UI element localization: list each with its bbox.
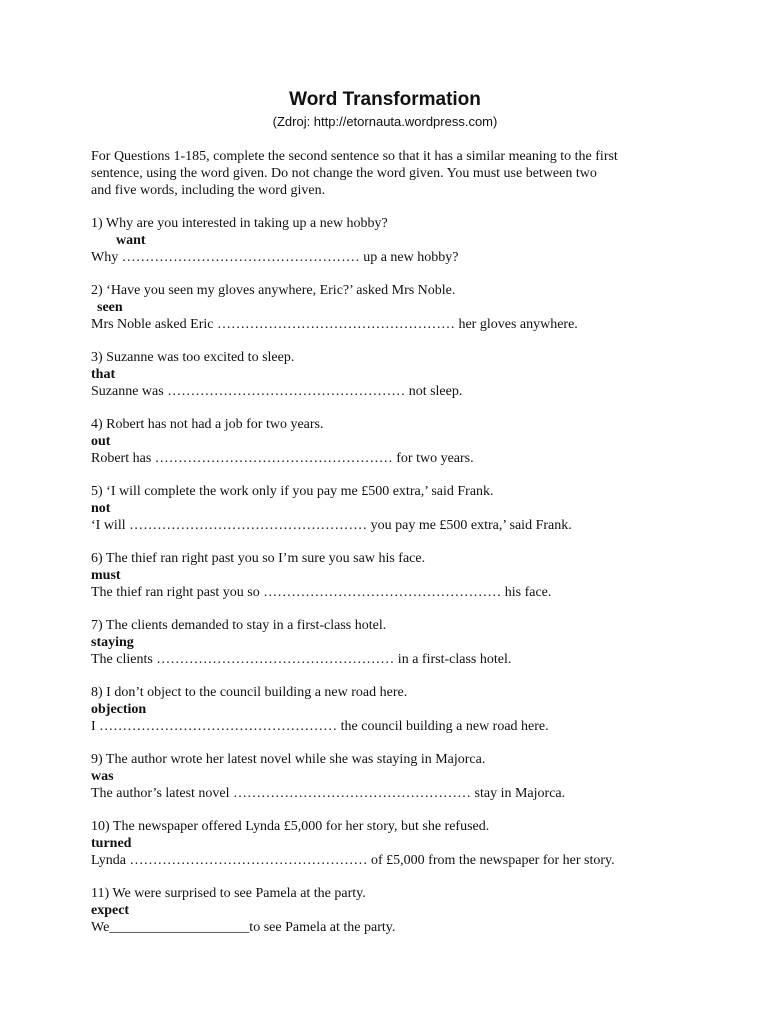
answer-line: The thief ran right past you so …………………………………………… his face. (91, 585, 552, 600)
question-prompt: 10) The newspaper offered Lynda £5,000 for her story, but she refused. (91, 819, 490, 834)
key-word: seen (97, 300, 123, 315)
question-prompt: 7) The clients demanded to stay in a first-class hotel. (91, 618, 387, 633)
answer-line: Lynda …………………………………………… of £5,000 from the newspaper for her story. (91, 853, 615, 868)
key-word: turned (91, 836, 132, 851)
answer-line: Why …………………………………………… up a new hobby? (91, 250, 459, 265)
key-word: objection (91, 702, 147, 717)
key-word: was (91, 769, 114, 784)
question-8 (91, 684, 731, 735)
answer-line: Mrs Noble asked Eric …………………………………………… her gloves anywhere. (91, 317, 578, 332)
question-prompt: 9) The author wrote her latest novel while she was staying in Majorca. (91, 752, 486, 767)
question-3 (91, 349, 731, 400)
answer-line: The clients …………………………………………… in a first-class hotel. (91, 652, 512, 667)
instructions-line: sentence, using the word given. Do not change the word given. You must use between two (91, 166, 597, 181)
question-prompt: 4) Robert has not had a job for two years. (91, 417, 324, 432)
question-prompt: 1) Why are you interested in taking up a new hobby? (91, 216, 388, 231)
question-9 (91, 751, 731, 802)
question-prompt: 5) ‘I will complete the work only if you pay me £500 extra,’ said Frank. (91, 484, 494, 499)
key-word: not (91, 501, 111, 516)
key-word: want (116, 233, 146, 248)
answer-line: Robert has …………………………………………… for two years. (91, 451, 474, 466)
question-4 (91, 416, 731, 467)
source-citation: (Zdroj: http://etornauta.wordpress.com) (272, 114, 498, 129)
key-word: expect (91, 903, 130, 918)
key-word: that (91, 367, 116, 382)
question-5 (91, 483, 731, 534)
question-prompt: 8) I don’t object to the council building a new road here. (91, 685, 408, 700)
key-word: staying (91, 635, 134, 650)
question-prompt: 6) The thief ran right past you so I’m sure you saw his face. (91, 551, 426, 566)
instructions-line: and five words, including the word given. (91, 183, 326, 198)
question-prompt: 11) We were surprised to see Pamela at the party. (91, 886, 366, 901)
question-1 (91, 215, 731, 266)
question-prompt: 3) Suzanne was too excited to sleep. (91, 350, 295, 365)
question-11 (91, 885, 731, 936)
question-prompt: 2) ‘Have you seen my gloves anywhere, Eric?’ asked Mrs Noble. (91, 283, 456, 298)
instructions-line: For Questions 1-185, complete the second sentence so that it has a similar meaning to the first (91, 149, 618, 164)
question-2 (91, 282, 731, 333)
answer-line: I …………………………………………… the council building a new road here. (91, 719, 549, 734)
answer-line: The author’s latest novel …………………………………………… stay in Majorca. (91, 786, 566, 801)
question-10 (91, 818, 731, 869)
answer-line: Suzanne was …………………………………………… not sleep. (91, 384, 463, 399)
page-title: Word Transformation (289, 89, 481, 110)
instructions (91, 148, 691, 199)
answer-line: We____________________to see Pamela at the party. (91, 920, 396, 935)
question-7 (91, 617, 731, 668)
answer-line: ‘I will …………………………………………… you pay me £500 extra,’ said Frank. (91, 518, 572, 533)
key-word: out (91, 434, 111, 449)
key-word: must (91, 568, 121, 583)
question-6 (91, 550, 731, 601)
